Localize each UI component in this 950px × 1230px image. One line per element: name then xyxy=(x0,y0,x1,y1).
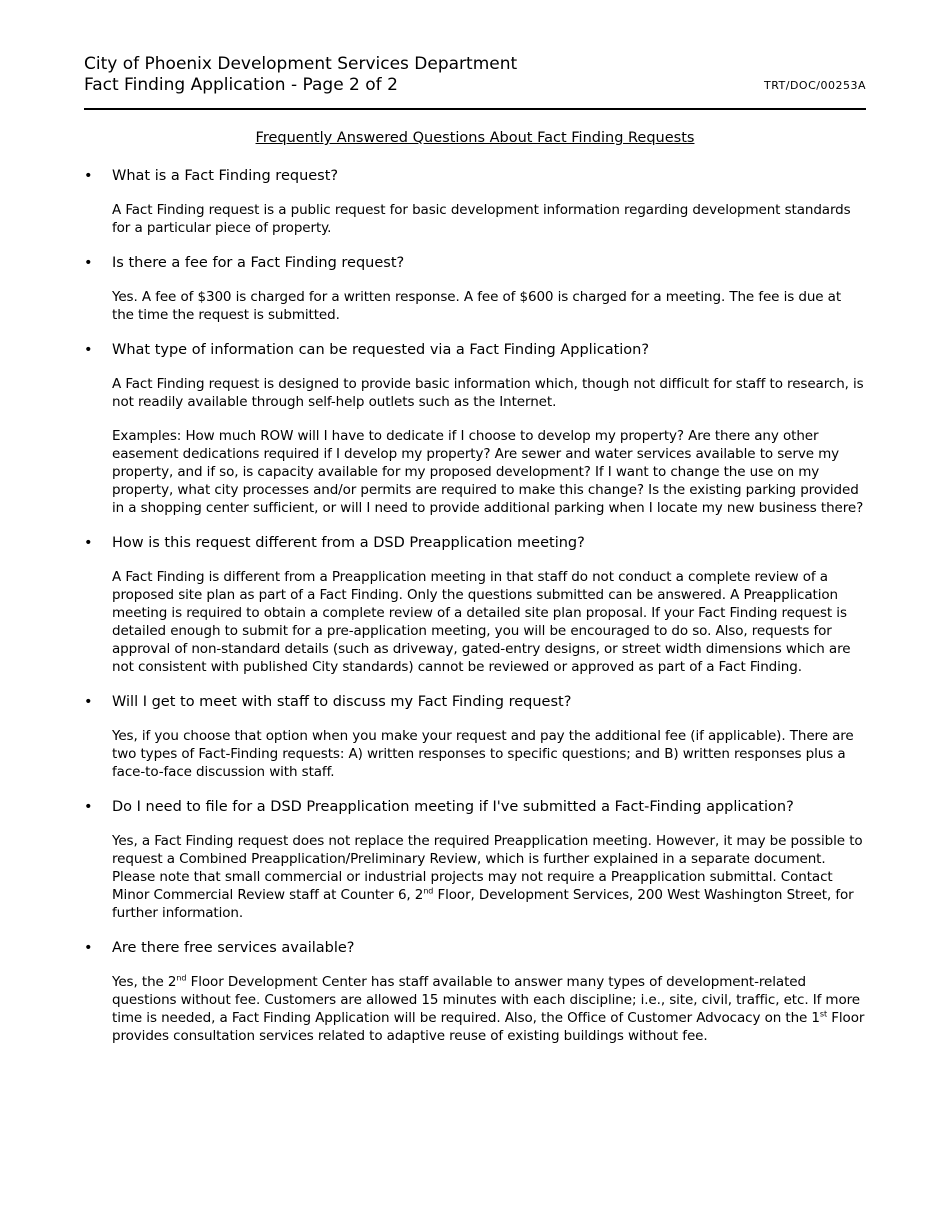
answer-text: Floor provides consultation services related to adaptive reuse of existing buildings without fee. xyxy=(112,1010,865,1044)
bullet-icon: • xyxy=(84,799,93,815)
header-divider xyxy=(84,108,866,110)
faq-question xyxy=(84,938,866,958)
answer-text: Floor Development Center has staff available to answer many types of development-related questions without fee. Customers are allowed 15 minutes with each discipline; i.e., site, civil, traffic, etc. If more time is needed, a Fact Finding Application will be required. Also, the Office of Customer Advocacy on the 1 xyxy=(112,974,860,1026)
question-text: Do I need to file for a DSD Preapplication meeting if I've submitted a Fact-Finding application? xyxy=(112,799,794,815)
faq-answer: A Fact Finding is different from a Preapplication meeting in that staff do not conduct a complete review of a proposed site plan as part of a Fact Finding. Only the questions submitted can be answered. A Preapplication meeting is required to obtain a complete review of a detailed site plan proposal. If your Fact Finding request is detailed enough to submit for a pre-application meeting, you will be encouraged to do so. Also, requests for approval of non-standard details (such as driveway, gated-entry designs, or street width dimensions which are not consistent with published City standards) cannot be reviewed or approved as part of a Fact Finding. xyxy=(112,569,851,675)
faq-question xyxy=(84,340,866,360)
faq-answer xyxy=(84,973,866,1045)
page-subtitle: Fact Finding Application - Page 2 of 2 xyxy=(84,75,398,95)
ordinal-suffix: nd xyxy=(423,886,434,896)
faq-answer: Yes. A fee of $300 is charged for a written response. A fee of $600 is charged for a meeting. The fee is due at the time the request is submitted. xyxy=(112,289,842,323)
ordinal-suffix: nd xyxy=(176,973,187,983)
answer-text: Yes, a Fact Finding request does not replace the required Preapplication meeting. However, it may be possible to request a Combined Preapplication/Preliminary Review, which is further explained in a separate document. Please note that small commercial or industrial projects may not require a Preapplication submittal. Contact Minor Commercial Review staff at Counter 6, 2 xyxy=(112,833,863,903)
question-text: How is this request different from a DSD Preapplication meeting? xyxy=(112,535,585,551)
document-code: TRT/DOC/00253A xyxy=(763,79,866,92)
faq-answer: Yes, if you choose that option when you make your request and pay the additional fee (if applicable). There are two types of Fact-Finding requests: A) written responses to specific questions; and B) written responses plus a face-to-face discussion with staff. xyxy=(112,728,854,780)
question-text: Will I get to meet with staff to discuss my Fact Finding request? xyxy=(112,694,572,710)
bullet-icon: • xyxy=(84,168,93,184)
faq-answer xyxy=(84,832,866,922)
faq-answer: A Fact Finding request is designed to provide basic information which, though not difficult for staff to research, is not readily available through self-help outlets such as the Internet. xyxy=(112,376,864,410)
ordinal-suffix: st xyxy=(819,1009,828,1019)
faq-question xyxy=(84,166,866,186)
question-text: Is there a fee for a Fact Finding request? xyxy=(112,255,405,271)
answer-text: Yes, the 2 xyxy=(112,974,177,990)
question-text: What type of information can be requested via a Fact Finding Application? xyxy=(112,342,650,358)
faq-question xyxy=(84,692,866,712)
faq-list xyxy=(84,166,866,1061)
bullet-icon: • xyxy=(84,255,93,271)
faq-question xyxy=(84,253,866,273)
page-header xyxy=(84,54,866,96)
department-name: City of Phoenix Development Services Department xyxy=(84,54,518,74)
page-title: Frequently Answered Questions About Fact Finding Requests xyxy=(255,130,695,146)
bullet-icon: • xyxy=(84,940,93,956)
question-text: What is a Fact Finding request? xyxy=(112,168,339,184)
faq-question xyxy=(84,533,866,553)
faq-question xyxy=(84,797,866,817)
faq-answer: A Fact Finding request is a public request for basic development information regarding development standards for a particular piece of property. xyxy=(112,202,851,236)
faq-answer-examples: Examples: How much ROW will I have to dedicate if I choose to develop my property? Are there any other easement dedications required if I develop my property? Are sewer and water services available to serve my property, and if so, is capacity available for my proposed development? If I want to change the use on my property, what city processes and/or permits are required to make this change? Is the existing parking provided in a shopping center sufficient, or will I need to provide additional parking when I locate my new business there? xyxy=(112,428,864,516)
bullet-icon: • xyxy=(84,535,93,551)
question-text: Are there free services available? xyxy=(112,940,355,956)
answer-text: Floor, Development Services, 200 West Washington Street, for further information. xyxy=(112,887,854,921)
bullet-icon: • xyxy=(84,342,93,358)
bullet-icon: • xyxy=(84,694,93,710)
